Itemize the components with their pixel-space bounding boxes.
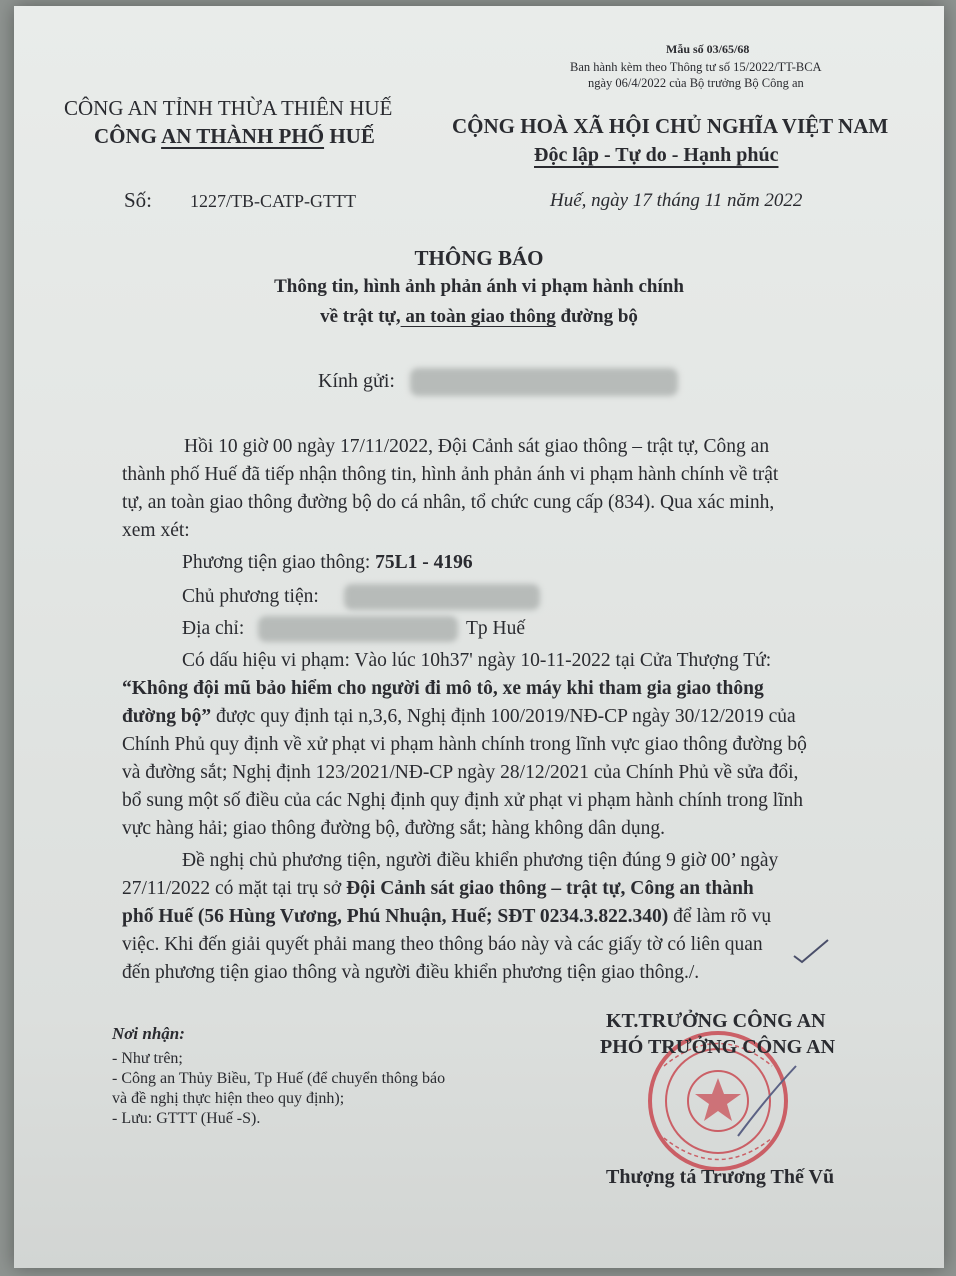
recipient-label: Kính gửi: <box>318 370 395 392</box>
signer-title-2: PHÓ TRƯỞNG CÔNG AN <box>600 1036 836 1058</box>
redacted-recipient <box>410 368 678 396</box>
document-number-label: Số: <box>124 188 153 212</box>
form-reference-line-1: Ban hành kèm theo Thông tư số 15/2022/TT-BCA <box>570 60 822 74</box>
receiver-item: - Công an Thủy Biều, Tp Huế (để chuyển thông báo <box>112 1070 446 1087</box>
nation-name: CỘNG HOÀ XÃ HỘI CHỦ NGHĨA VIỆT NAM <box>452 114 889 138</box>
form-number: Mẫu số 03/65/68 <box>666 42 750 56</box>
agency-name-underlined: AN THÀNH PHỐ <box>161 124 325 148</box>
vehicle-label: Phương tiện giao thông: <box>182 552 376 573</box>
national-motto: Độc lập - Tự do - Hạnh phúc <box>534 144 779 166</box>
paragraph-1-line-1: Hồi 10 giờ 00 ngày 17/11/2022, Đội Cảnh sát giao thông – trật tự, Công an <box>184 436 770 457</box>
paragraph-1-line-3: tự, an toàn giao thông đường bộ do cá nhân, tổ chức cung cấp (834). Qua xác minh, <box>122 492 775 513</box>
address-city: Tp Huế <box>466 618 526 639</box>
paragraph-1-line-2: thành phố Huế đã tiếp nhận thông tin, hình ảnh phản ánh vi phạm hành chính về trật <box>122 464 779 485</box>
document-title: THÔNG BÁO <box>414 246 544 270</box>
request-line-3 <box>122 906 771 928</box>
violation-bold-end: đường bộ” <box>122 706 212 727</box>
violation-line-3: Chính Phủ quy định về xử phạt vi phạm hành chính trong lĩnh vực giao thông đường bộ <box>122 734 807 755</box>
agency-parent: CÔNG AN TỈNH THỪA THIÊN HUẾ <box>64 96 393 120</box>
request-line-3-bold: phố Huế (56 Hùng Vương, Phú Nhuận, Huế; SĐT 0234.3.822.340) <box>122 906 669 927</box>
violation-line-5: bổ sung một số điều của các Nghị định quy định xử phạt vi phạm hành chính trong lĩnh <box>122 790 804 811</box>
vehicle-line <box>182 552 473 574</box>
redacted-owner <box>344 584 540 610</box>
violation-regulation: được quy định tại n,3,6, Nghị định 100/2019/NĐ-CP ngày 30/12/2019 của <box>211 706 796 727</box>
receiver-item: - Như trên; <box>112 1050 183 1067</box>
vehicle-plate: 75L1 - 4196 <box>375 552 473 573</box>
subtitle-2-start: về trật tự, <box>320 306 401 327</box>
request-line-2 <box>122 878 754 900</box>
violation-line-4: và đường sắt; Nghị định 123/2021/NĐ-CP ngày 28/12/2021 của Chính Phủ về sửa đổi, <box>122 762 799 783</box>
paragraph-1-line-4: xem xét: <box>122 520 190 541</box>
receiver-item: - Lưu: GTTT (Huế -S). <box>112 1110 261 1127</box>
agency-name-end: HUẾ <box>324 124 375 148</box>
place-and-date: Huế, ngày 17 tháng 11 năm 2022 <box>550 190 803 211</box>
request-line-3-end: để làm rõ vụ <box>668 906 772 927</box>
violation-description-1: “Không đội mũ bảo hiểm cho người đi mô tô, xe máy khi tham gia giao thông <box>122 678 764 699</box>
request-line-2-bold: Đội Cảnh sát giao thông – trật tự, Công an thành <box>346 878 754 899</box>
request-line-5: đến phương tiện giao thông và người điều khiển phương tiện giao thông./. <box>122 962 700 983</box>
document-subtitle-2 <box>14 306 944 328</box>
handwritten-check-mark-icon <box>792 936 832 966</box>
document-subtitle-1: Thông tin, hình ảnh phản ánh vi phạm hành chính <box>274 276 684 297</box>
agency-name <box>94 124 375 149</box>
redacted-address <box>258 616 458 642</box>
violation-description-2 <box>122 706 796 728</box>
subtitle-2-underlined: an toàn giao thông <box>400 306 556 327</box>
receiver-item: và đề nghị thực hiện theo quy định); <box>112 1090 345 1107</box>
violation-line-6: vực hàng hải; giao thông đường bộ, đường sắt; hàng không dân dụng. <box>122 818 666 839</box>
owner-label: Chủ phương tiện: <box>182 586 319 607</box>
signer-name: Thượng tá Trương Thế Vũ <box>606 1166 835 1188</box>
agency-name-start: CÔNG <box>94 124 162 148</box>
signer-title-1: KT.TRƯỞNG CÔNG AN <box>606 1010 826 1032</box>
request-line-4: việc. Khi đến giải quyết phải mang theo thông báo này và các giấy tờ có liên quan <box>122 934 763 955</box>
violation-intro: Có dấu hiệu vi phạm: Vào lúc 10h37' ngày 10-11-2022 tại Cửa Thượng Tứ: <box>182 650 772 671</box>
document-number: 1227/TB-CATP-GTTT <box>190 191 356 211</box>
subtitle-2-end: đường bộ <box>555 306 638 327</box>
address-label: Địa chỉ: <box>182 618 245 639</box>
request-line-1: Đề nghị chủ phương tiện, người điều khiển phương tiện đúng 9 giờ 00’ ngày <box>182 850 779 871</box>
document-page <box>14 6 944 1268</box>
request-line-2-start: 27/11/2022 có mặt tại trụ sở <box>122 878 347 899</box>
form-reference-line-2: ngày 06/4/2022 của Bộ trưởng Bộ Công an <box>588 76 804 90</box>
receivers-heading: Nơi nhận: <box>112 1024 185 1043</box>
